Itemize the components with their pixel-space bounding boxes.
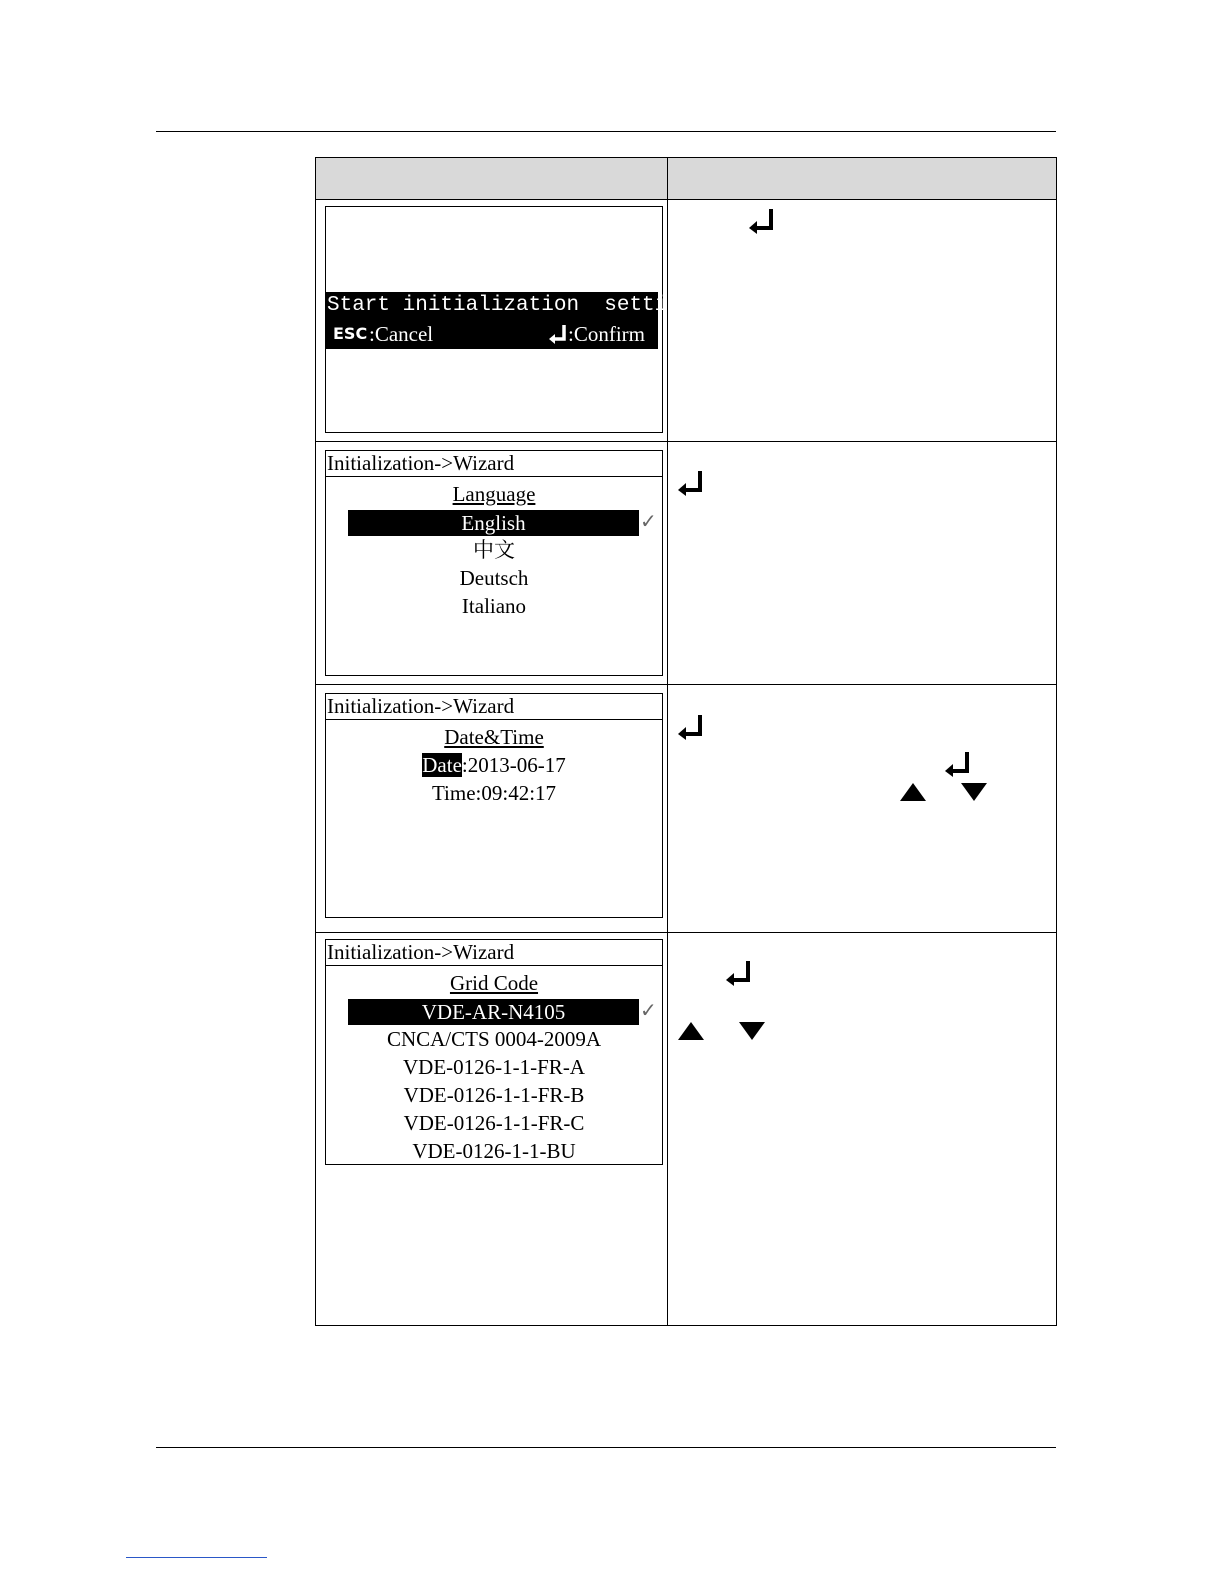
desc-cell-4 [668,933,1057,1326]
selected-language: English [348,510,639,536]
screen-cell-1 [316,200,706,442]
enter-key-icon [677,470,705,496]
gridcode-option[interactable]: CNCA/CTS 0004-2009A [386,1027,602,1051]
enter-key-icon [725,960,753,986]
gridcode-option[interactable]: VDE-0126-1-1-BU [412,1139,576,1163]
link-underline [126,1557,267,1558]
confirm-text: :Confirm [568,322,645,346]
gridcode-option[interactable]: VDE-0126-1-1-FR-A [403,1055,585,1079]
language-option[interactable]: Italiano [461,594,527,618]
gridcode-option-selected[interactable] [326,997,662,1025]
screen-title: Initialization->Wizard [326,694,662,720]
date-row[interactable] [326,751,662,779]
screen-title: Initialization->Wizard [326,451,662,477]
gridcode-option[interactable]: VDE-0126-1-1-FR-B [403,1083,585,1107]
screen-title: Initialization->Wizard [326,940,662,966]
desc-cell-1 [668,200,1057,442]
up-arrow-icon [900,783,926,801]
cancel-label: :Cancel [369,322,434,346]
gridcode-option[interactable]: VDE-0126-1-1-FR-C [403,1111,585,1135]
confirm-label [548,320,645,348]
screen-cell-4 [316,933,668,1326]
steps-table [315,157,1057,1326]
language-option[interactable]: Deutsch [459,566,529,590]
enter-key-icon [548,324,568,344]
time-row[interactable]: Time:09:42:17 [431,781,557,805]
screen-cell-3 [316,685,668,933]
enter-key-icon [748,208,776,234]
lcd-screen-language [325,450,663,676]
up-arrow-icon [678,1022,704,1040]
esc-key-label: ESC [333,324,368,343]
screen-cell-2 [316,442,668,685]
down-arrow-icon [961,783,987,801]
down-arrow-icon [739,1022,765,1040]
confirm-dialog [326,292,706,349]
datetime-heading: Date&Time [444,725,544,749]
footer-rule [156,1447,1056,1448]
header-cell-screen [316,158,668,200]
language-heading: Language [452,482,536,506]
check-mark-icon: ✓ [640,511,657,533]
dialog-question: Start initialization setting? [327,294,706,317]
header-rule [156,131,1056,132]
lcd-screen-datetime [325,693,663,918]
date-label: Date [422,753,462,777]
enter-key-icon [677,714,705,740]
selected-gridcode: VDE-AR-N4105 [348,999,639,1025]
header-cell-description [668,158,1057,200]
desc-cell-2 [668,442,1057,685]
lcd-screen-gridcode [325,939,663,1165]
gridcode-heading: Grid Code [449,971,539,995]
enter-key-icon [944,751,972,777]
language-option[interactable]: 中文 [473,538,515,562]
language-option-selected[interactable] [326,508,662,536]
check-mark-icon: ✓ [640,1000,657,1022]
desc-cell-3 [668,685,1057,933]
date-value: :2013-06-17 [461,753,566,777]
lcd-screen-start [325,206,706,433]
